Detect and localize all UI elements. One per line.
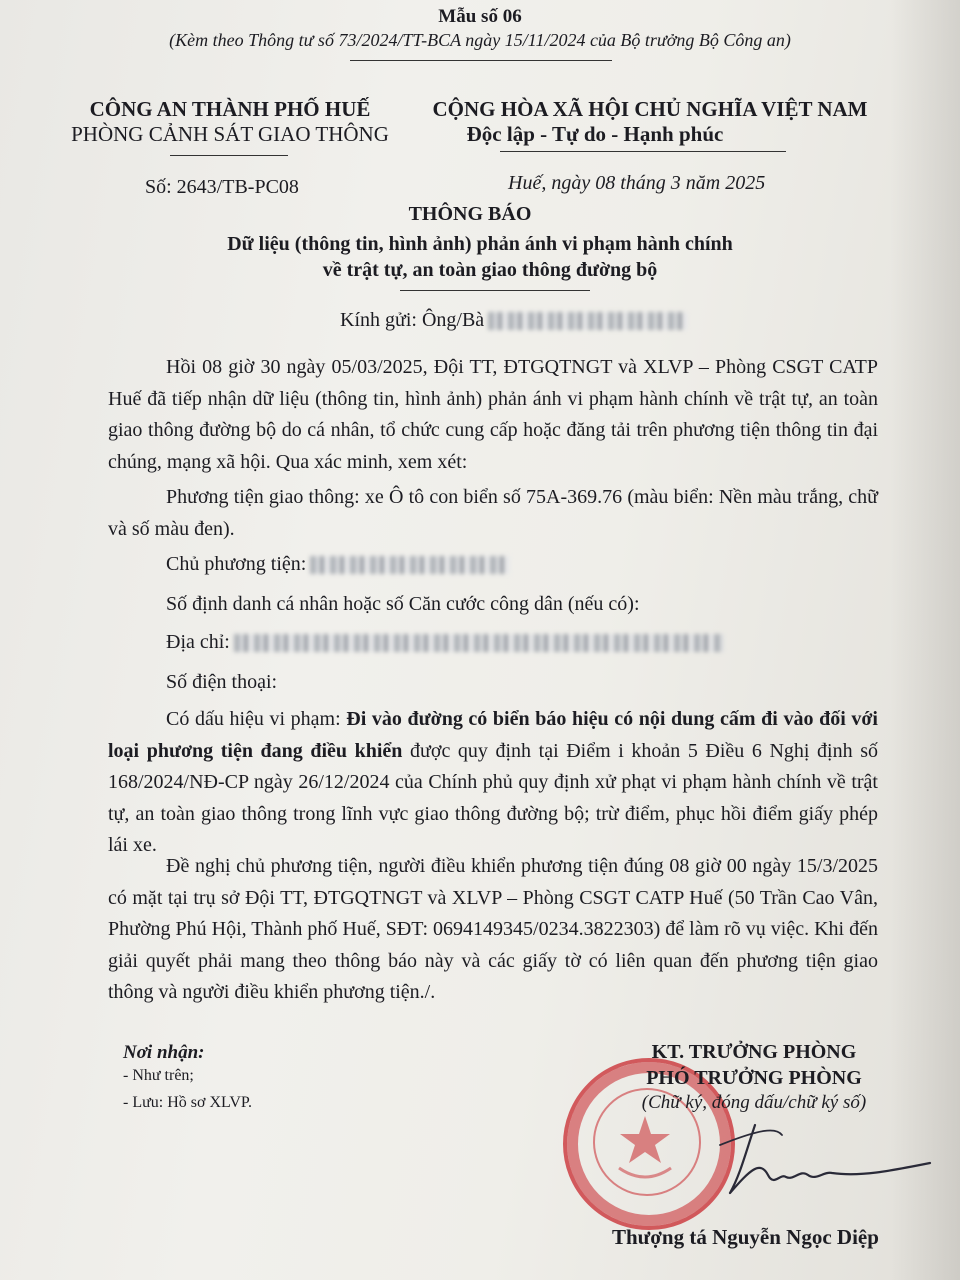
- vehicle-paragraph: Phương tiện giao thông: xe Ô tô con biển số 75A-369.76 (màu biển: Nền màu trắng, chữ và số màu đen).: [108, 486, 878, 540]
- id-line: Số định danh cá nhân hoặc số Căn cước công dân (nếu có):: [166, 593, 640, 615]
- violation-paragraph: [108, 704, 878, 862]
- notice-subtitle-2: về trật tự, an toàn giao thông đường bộ: [322, 259, 658, 281]
- handwritten-signature: [690, 1115, 940, 1205]
- signature-note: (Chữ ký, đóng dấu/chữ ký số): [641, 1092, 867, 1113]
- violation-legal-basis: được quy định tại Điểm i khoản 5 Điều 6 Nghị định số 168/2024/NĐ-CP ngày 26/12/2024 của Chính phủ quy định xử phạt vi phạm hành chính về trật tự, an toàn giao thông trong lĩnh vực giao thông đường bộ; trừ điểm, phục hồi điểm giấy phép lái xe.: [108, 739, 878, 856]
- document-number: Số: 2643/TB-PC08: [145, 176, 299, 198]
- agency-name: CÔNG AN THÀNH PHỐ HUẾ: [89, 97, 371, 121]
- violation-prefix: Có dấu hiệu vi phạm:: [166, 708, 347, 730]
- violation-description: Đi vào đường có biển báo hiệu có nội dung cấm đi vào đối với loại phương tiện đang điều khiển: [108, 708, 878, 762]
- motto-underline: [500, 151, 786, 152]
- form-reference: (Kèm theo Thông tư số 73/2024/TT-BCA ngày 15/11/2024 của Bộ trưởng Bộ Công an): [169, 30, 791, 50]
- page-shadow: [890, 0, 960, 1280]
- title-underline: [400, 290, 590, 291]
- form-number: Mẫu số 06: [438, 6, 522, 27]
- owner-label: Chủ phương tiện:: [166, 553, 307, 575]
- redacted-address: [234, 634, 724, 652]
- address-line: [166, 627, 724, 658]
- notice-subtitle-1: Dữ liệu (thông tin, hình ảnh) phản ánh vi phạm hành chính: [227, 233, 733, 255]
- intro-paragraph: Hồi 08 giờ 30 ngày 05/03/2025, Đội TT, ĐTGQTNGT và XLVP – Phòng CSGT CATP Huế đã tiếp nhận dữ liệu (thông tin, hình ảnh) phản ánh vi phạm hành chính về trật tự, an toàn giao thông đường bộ do cá nhân, tổ chức cung cấp hoặc đăng tải trên phương tiện thông tin đại chúng, mạng xã hội. Qua xác minh, xem xét:: [108, 356, 878, 473]
- greeting-label: Kính gửi: Ông/Bà: [340, 309, 485, 331]
- signature-role-1: KT. TRƯỞNG PHÒNG: [651, 1041, 857, 1063]
- phone-line: Số điện thoại:: [166, 671, 278, 693]
- signatory-name: Thượng tá Nguyễn Ngọc Diệp: [612, 1225, 879, 1249]
- recipient-item: - Lưu: Hồ sơ XLVP.: [123, 1094, 252, 1111]
- national-motto: Độc lập - Tự do - Hạnh phúc: [466, 122, 724, 146]
- recipients-label: Nơi nhận:: [123, 1042, 205, 1063]
- greeting: [340, 309, 688, 332]
- request-paragraph: Đề nghị chủ phương tiện, người điều khiển phương tiện đúng 08 giờ 00 ngày 15/3/2025 có mặt tại trụ sở Đội TT, ĐTGQTNGT và XLVP – Phòng CSGT CATP Huế (50 Trần Cao Vân, Phường Phú Hội, Thành phố Huế, SĐT: 0694149345/0234.3822303) để làm rõ vụ việc. Khi đến giải quyết phải mang theo thông báo này và các giấy tờ có liên quan đến phương tiện giao thông và người điều khiển phương tiện./.: [108, 855, 878, 1003]
- redacted-name: [488, 312, 688, 330]
- signature-role-2: PHÓ TRƯỞNG PHÒNG: [646, 1067, 862, 1089]
- department-underline: [170, 155, 288, 156]
- department-name: PHÒNG CẢNH SÁT GIAO THÔNG: [71, 122, 389, 146]
- redacted-owner: [310, 556, 510, 574]
- notice-title: THÔNG BÁO: [408, 203, 532, 225]
- address-label: Địa chỉ:: [166, 631, 230, 653]
- reference-underline: [350, 60, 612, 61]
- place-date: Huế, ngày 08 tháng 3 năm 2025: [508, 172, 766, 194]
- country-name: CỘNG HÒA XÃ HỘI CHỦ NGHĨA VIỆT NAM: [432, 97, 868, 121]
- recipient-item: - Như trên;: [123, 1067, 194, 1084]
- owner-line: [166, 549, 510, 580]
